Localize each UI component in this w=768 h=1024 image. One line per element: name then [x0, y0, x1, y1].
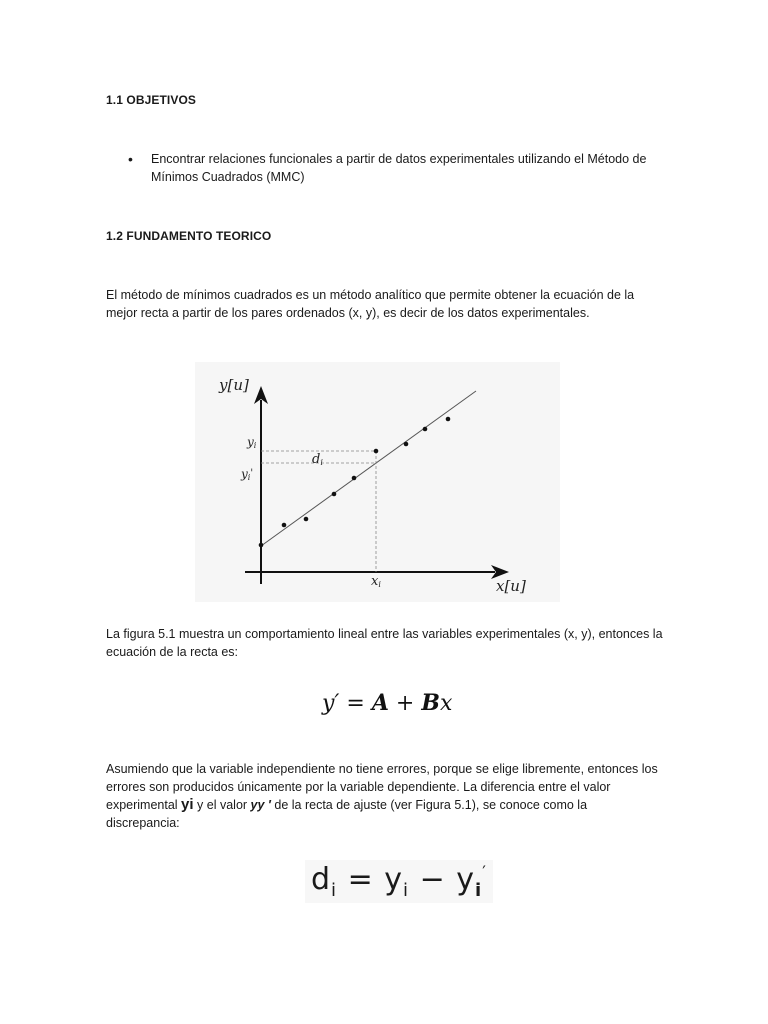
yi-prime-label: yi' [241, 467, 254, 482]
eq2-prime: ′ [482, 862, 487, 881]
eq-plus: + [388, 691, 422, 716]
intro-paragraph: El método de mínimos cuadrados es un método analítico que permite obtener la ecuación de la mejor recta a partir de los pares ordenados (x, y), es decir de los datos experimentales. [106, 288, 635, 320]
eq2-sub-i: i [331, 880, 338, 901]
error-text-2: y el valor [193, 798, 251, 812]
xi-label: xi [371, 574, 381, 589]
data-point [282, 523, 287, 528]
eq2-sub-i: i [475, 880, 483, 901]
eq2-d: d [311, 862, 332, 897]
eq2-y-prime: y [456, 862, 476, 897]
data-point [304, 517, 309, 522]
discrepancy-equation [305, 860, 493, 903]
error-text-1: Asumiendo que la variable independiente no tiene errores, porque se elige libremente, entonces los errores son producidos únicamente por la variable dependiente. La diferencia entre el valor experimental [106, 762, 658, 812]
y-axis-label: y[u] [219, 376, 249, 394]
eq-B: B [421, 690, 440, 716]
section-heading-fundamento: 1.2 FUNDAMENTO TEORICO [106, 229, 272, 243]
eq2-sub-i: i [403, 880, 410, 901]
data-point [423, 427, 428, 432]
eq-A: A [371, 690, 389, 716]
eq2-minus: − [409, 862, 457, 897]
bullet-dot: • [128, 151, 133, 167]
x-axis-label: x[u] [496, 577, 526, 595]
least-squares-figure [195, 362, 560, 602]
data-point-highlighted [374, 449, 379, 454]
data-point [332, 492, 337, 497]
figure-description-paragraph: La figura 5.1 muestra un comportamiento lineal entre las variables experimentales (x, y), entonces la ecuación de la recta es: [106, 627, 663, 659]
data-point [446, 417, 451, 422]
objective-bullet-text: Encontrar relaciones funcionales a partir de datos experimentales utilizando el Método de Mínimos Cuadrados (MMC) [151, 152, 647, 184]
eq2-equals: = [337, 862, 385, 897]
eq-equals: = [339, 691, 372, 716]
section-heading-objetivos: 1.1 OBJETIVOS [106, 93, 196, 107]
data-point [259, 543, 264, 548]
eq-lhs: y′ [322, 691, 340, 716]
di-label: di [312, 452, 323, 467]
linear-equation [322, 690, 452, 716]
eq-x: x [439, 691, 453, 716]
error-text-3: de la recta de ajuste (ver Figura 5.1), se conoce como la discrepancia: [106, 798, 588, 830]
figure-background [195, 362, 560, 602]
data-point [404, 442, 409, 447]
yi-bold: yi [181, 796, 194, 813]
yi-label: yi [247, 435, 257, 450]
error-paragraph [106, 760, 662, 832]
yy-italic: yy ′ [250, 798, 271, 812]
data-point [352, 476, 357, 481]
eq2-y: y [384, 862, 404, 897]
